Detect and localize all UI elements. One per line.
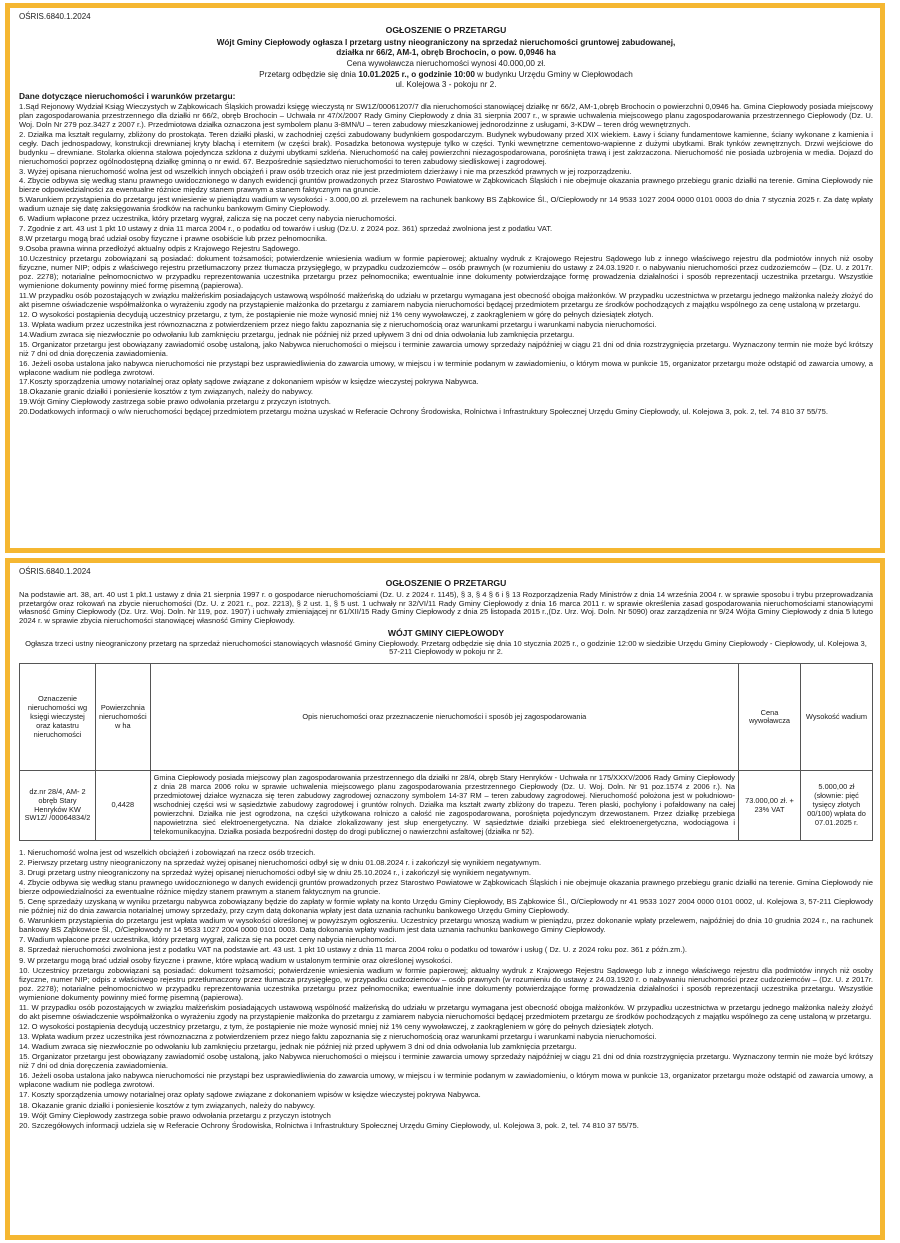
auction-date-prefix: Przetarg odbędzie się dnia [259, 69, 359, 79]
header-area: Powierzchnia nieruchomości w ha [96, 664, 151, 771]
condition-item: 7. Wadium wpłacone przez uczestnika, który przetarg wygrał, zalicza się na poczet ceny nabycia nieruchomości. [19, 935, 397, 945]
condition-item: 16. Jeżeli osoba ustalona jako nabywca nieruchomości nie przystąpi bez usprawiedliwienia do zawarcia umowy, w miejscu i w terminie podanym w zawiadomieniu, o którym mowa w punkcie 15, organizator przetargu może odstąpić od zawarcia umowy, a wpłacone wadium nie podlega zwrotowi. [19, 358, 873, 377]
condition-item: 7. Zgodnie z art. 43 ust 1 pkt 10 ustawy z dnia 11 marca 2004 r., o podatku od towarów i usług (Dz.U. z 2024 poz. 361) sprzedaż zwolniona jest z podatku VAT. [19, 224, 553, 234]
cell-description: Gmina Ciepłowody posiada miejscowy plan zagospodarowania przestrzennego dla działki nr 28/4, obręb Stary Henryków - Uchwała nr 175/XXXV/2006 Rady Gminy Ciepłowody z dnia 28 marca 2006 roku w sprawie uchwalenia miejscowego planu zagospodarowania przestrzennego Ciepłowody (Dz. U. Woj. Doln. Nr 91 poz.1574 z 2006 r.). Na przedmiotowej działce wyznacza się teren zabudowy zagrodowej oznaczony symbolem 14-37 RM – teren zabudowy zagrodowej. Nieruchomość położona jest w południowo-wschodniej części wsi w sąsiedztwie zabudowy zagrodowej i gruntów rolnych. Działka ma kształt zwarty zbliżony do trapezu. Teren płaski, pochyłony i pofałdowany na całej powierzchni. Działka nie jest ogrodzona, na części użytkowana rolniczo a całość nie zagospodarowana, porośnięta pojedynczym drzewostanem. Przez działkę przebiega napowietrzna sieć elektroenergetyczna. Na działce zlokalizowany jest słup energetyczny. W sąsiedztwie działki przebiega sieć elektroenergetyczna, wodociągowa i telekomunikacyjna. Działka posiada bezpośredni dostęp do drogi publicznej o nawierzchni asfaltowej (działka nr 52). [150, 771, 738, 840]
header-description: Opis nieruchomości oraz przeznaczenie nieruchomości i sposób jej zagospodarowania [150, 664, 738, 771]
auction-date-line [19, 70, 873, 80]
header-designation: Oznaczenie nieruchomości wg księgi wieczystej oraz katastru nieruchomości [20, 664, 96, 771]
condition-item: 13. Wpłata wadium przez uczestnika jest równoznaczna z potwierdzeniem przez niego faktu zapoznania się z nieruchomością oraz warunkami przetargu i warunkami nabycia nieruchomości. [19, 1031, 657, 1041]
condition-item: 1. Nieruchomość wolna jest od wszelkich obciążeń i zobowiązań na rzecz osób trzecich. [19, 847, 316, 857]
cell-deposit: 5.000,00 zł (słownie: pięć tysięcy złotych 00/100) wpłata do 07.01.2025 r. [801, 771, 873, 840]
condition-item: 17.Koszty sporządzenia umowy notarialnej oraz opłaty sądowe związane z dokonaniem wpisów w księdze wieczystej pokrywa Nabywca. [19, 377, 479, 387]
condition-item: 2. Działka ma kształt regularny, zbliżony do prostokąta. Teren działki płaski, w zachodniej części zabudowany budynkiem gospodarczym. Budynek wybudowany przed XIX wiekiem. Ławy i ściany fundamentowe kamienne, ściany wykonane z kamienia i cegły. Dach jednospadowy, konstrukcji drewnianej kryty blachą i eternitem (w części brak). Posadzka betonowa występuje tylko w części. Tynki wewnętrzne cementowo-wapienne z dużymi ubytkami. Brak tynków zewnętrznych. Drzwi wejściowe do budynku – drewniane. Stolarka okienna stalowa pojedyncza szklona z dużymi ubytkami szkleńa. Nieruchomość na całej powierzchni niezagospodarowana, porośnięta trawą i jest zakrzaczona. Nieruchomość nie posiada uzbrojenia w media. Dojazd do nieruchomości poprzez ogólnodostępną działkę gminną o nr ewid. 67. Bezpośrednie sąsiedztwo nieruchomości to teren zabudowy siedliskowej i zagrodowej. [19, 129, 873, 166]
property-table [19, 663, 873, 840]
cell-price: 73.000,00 zł. + 23% VAT [739, 771, 801, 840]
condition-item: 20.Dodatkowych informacji o w/w nieruchomości będącej przedmiotem przetargu można uzyskać w Referacie Ochrony Środowiska, Rolnictwa i Infrastruktury Społecznej Urzędu Gminy Ciepłowody, ul. Kolejowa 3, pok. 2, tel. 74 810 37 55/75. [19, 407, 828, 417]
condition-item: 16. Jeżeli osoba ustalona jako nabywca nieruchomości nie przystąpi bez usprawiedliwienia do zawarcia umowy, w miejscu i w terminie podanym w zawiadomieniu, o którym mowa w punkcie 13, organizator przetargu może odstąpić od zawarcia umowy, a wpłacone wadium nie podlega zwrotowi. [19, 1071, 873, 1090]
condition-item: 13. Wpłata wadium przez uczestnika jest równoznaczna z potwierdzeniem przez niego faktu zapoznania się z nieruchomością oraz warunkami przetargu i warunkami nabycia nieruchomości. [19, 319, 657, 329]
table-header-row [20, 664, 873, 771]
condition-item: 2. Pierwszy przetarg ustny nieograniczony na sprzedaż wyżej opisanej nieruchomości odbył się w dniu 01.08.2024 r. i zakończył się wynikiem negatywnym. [19, 857, 542, 867]
condition-item: 15. Organizator przetargu jest obowiązany zawiadomić osobę ustaloną, jako Nabywca nieruchomości o miejscu i terminie zawarcia umowy sprzedaży najpóźniej w ciągu 21 dni od dnia rozstrzygnięcia przetargu. Wyznaczony termin nie może być krótszy niż 7 dni od dnia doręczenia zawiadomienia. [19, 1052, 873, 1071]
condition-item: 6. Warunkiem przystąpienia do przetargu jest wpłata wadium w wysokości określonej w powyższym ogłoszeniu. Uczestnicy przetargu wnoszą wadium w pieniądzu, przez dokonanie wpłaty przelewem, najpóźniej do dnia 10 grudnia 2024 r., na rachunek bankowy BS Ząbkowice Śl., O/Ciepłowody nr 14 9533 1027 2004 0000 0101 0003. Datą dokonania wpłaty wadium jest data uznania rachunku bankowego Gminy Ciepłowody. [19, 916, 873, 935]
announcement-lead-plot: działka nr 66/2, AM-1, obręb Brochocin, o pow. 0,0946 ha [336, 48, 556, 58]
header-deposit: Wysokość wadium [801, 664, 873, 771]
section-heading: Dane dotyczące nieruchomości i warunków przetargu: [19, 90, 236, 101]
condition-item: 19.Wójt Gminy Ciepłowody zastrzega sobie prawo odwołania przetargu z przyczyn istotnych. [19, 397, 331, 407]
announcement-title: OGŁOSZENIE O PRZETARGU [385, 578, 507, 589]
condition-item: 8.W przetargu mogą brać udział osoby fizyczne i prawne osobiście lub przez pełnomocnika. [19, 234, 328, 244]
condition-item: 5. Cenę sprzedaży uzyskaną w wyniku przetargu nabywca zobowiązany będzie do zapłaty w formie wpłaty na konto Urzędu Gminy Ciepłowody, BS Ząbkowice Śl., O/Ciepłowody nr 41 9533 1027 2004 0000 0101 0002, ul. Kolejowa 3, 57-211 Ciepłowody nie później niż do dnia zawarcia notarialnej umowy sprzedaży, przy czym datą dokonania wpłaty jest data uznania rachunku bankowego Urzędu Gminy Ciepłowody. [19, 897, 873, 916]
announcement-lead: Wójt Gminy Ciepłowody ogłasza I przetarg ustny nieograniczony na sprzedaż nieruchomości gruntowej zabudowanej, [216, 37, 676, 47]
reference-number: OŚRIS.6840.1.2024 [19, 567, 91, 576]
announcement-1 [5, 3, 885, 553]
auction-date-suffix: w budynku Urzędu Gminy w Ciepłowodach [474, 69, 633, 79]
announcement-2 [5, 558, 885, 1240]
condition-item: 18.Okazanie granic działki i poniesienie kosztów z tym związanych, należy do nabywcy. [19, 387, 314, 397]
condition-item: 10.Uczestnicy przetargu zobowiązani są posiadać: dokument tożsamości; potwierdzenie wniesienia wadium w formie papierowej; aktualny wydruk z Krajowego Rejestru Sądowego lub z innego właściwego rejestru dla podmiotów innych niż osoby fizyczne, numer NIP; odpis z właściwego rejestru przetłumaczony przez tłumacza przysięgłego, w przypadku cudzoziemców – osób prawnych (w rozumieniu do ustawy z 24.03.1920 r. o nabywaniu nieruchomości przez cudzoziemców – (Dz. U. z 2017r. poz. 2278); notarialne pełnomocnictwo w przypadku reprezentowania uczestnika przetargu przez pełnomocnika; ewentualnie inne dokumenty potwierdzające formę prowadzenia działalności i sposób reprezentacji uczestnika przetargu. Wszystkie wymienione dokumenty powinny mieć formę pisemną (papierowa). [19, 254, 873, 290]
condition-item: 15. Organizator przetargu jest obowiązany zawiadomić osobę ustaloną, jako Nabywca nieruchomości o miejscu i terminie zawarcia umowy sprzedaży najpóźniej w ciągu 21 dni od dnia rozstrzygnięcia przetargu. Wyznaczony termin nie może być krótszy niż 7 dni od dnia doręczenia zawiadomienia. [19, 339, 873, 358]
condition-item: 14.Wadium zwraca się niezwłocznie po odwołaniu lub zamknięciu przetargu, jednak nie później niż przed upływem 3 dni od dnia odwołania lub zamknięcia przetargu. [19, 329, 575, 339]
condition-item: 3. Wyżej opisana nieruchomość wolna jest od wszelkich innych obciążeń i praw osób trzecich oraz nie jest przedmiotem dzierżawy i nie ma przeszkód prawnych w jej rozporządzeniu. [19, 166, 632, 176]
conditions-list [19, 849, 873, 1131]
cell-designation: dz.nr 28/4, AM- 2 obręb Stary Henryków KW SW1Z/ /00064834/2 [20, 771, 96, 840]
starting-price: Cena wywoławcza nieruchomości wynosi 40.000,00 zł. [346, 58, 546, 68]
condition-item: 6. Wadium wpłacone przez uczestnika, który przetarg wygrał, zalicza się na poczet ceny nabycia nieruchomości. [19, 214, 397, 224]
condition-item: 1.Sąd Rejonowy Wydział Ksiąg Wieczystych w Ząbkowicach Śląskich prowadzi księgę wieczystą nr SW1Z/00061207/7 dla nieruchomości stanowiącej działkę nr 66/2, AM-1,obręb Brochocin o powierzchni 0,0946 ha. Gmina Ciepłowody posiada miejscowy plan zagospodarowania przestrzennego dla działki nr 66/2, obręb Brochocin – Uchwała nr 47/X/2007 Rady Gminy Ciepłowody z dnia 31 sierpnia 2007 r., w sprawie uchwalenia miejscowego planu zagospodarowania przestrzennego Ciepłowody (Dz. U. Woj. Doln Nr 279 poz.3427 z 2007 r.). Przedmiotowa działka oznaczona jest symbolem planu 3-8MN/U – teren zabudowy mieszkaniowej jednorodzinne z usługami, 3-KDW – teren dróg wewnętrznych. [19, 101, 873, 129]
header-price: Cena wywoławcza [739, 664, 801, 771]
reference-number: OŚRIS.6840.1.2024 [19, 12, 91, 21]
condition-item: 4. Zbycie odbywa się według stanu prawnego uwidocznionego w danych ewidencji gruntów prowadzonych przez Starostwo Powiatowe w Ząbkowicach Śląskich i nie obejmuje okazania prawnego przebiegu granic działki na terenie. Gmina Ciepłowody nie bierze odpowiedzialności za ewentualne różnice między stanem prawnym a stanem faktycznym na gruncie. [19, 176, 873, 195]
legal-preamble: Na podstawie art. 38, art. 40 ust 1 pkt.1 ustawy z dnia 21 sierpnia 1997 r. o gospodarce nieruchomościami (Dz. U. z 2024 r. 1145), § 3, § 4 § 6 i § 13 Rozporządzenia Rady Ministrów z dnia 14 września 2004 r. w sprawie sposobu i trybu przeprowadzania przetargów oraz rokowań na zbycie nieruchomości (Dz. U. z 2021 r., poz. 2213), § 2 ust. 1, § 5 ust. 1 uchwały nr 32/VI/11 Rady Gminy Ciepłowody z dnia 16 marca 2011 r. w sprawie określenia zasad gospodarowania nieruchomościami stanowiącymi własność Gminy Ciepłowody (Dz. Urz. Woj. Doln. Nr 119, poz. 1907) i uchwały zmieniającej nr 61/XII/15 Rady Gminy Ciepłowody z dnia 25 listopada 2015 r.,(Dz. Urz. Woj. Doln. Nr 5090) oraz zarządzenia nr 9/24 Wójta Gminy Ciepłowody z dnia 5 lutego 2024 r. w sprawie zbycia nieruchomości stanowiącej własność Gminy Ciepłowody. [19, 589, 873, 626]
announcement-title: OGŁOSZENIE O PRZETARGU [385, 25, 507, 36]
condition-item: 9.Osoba prawna winna przedłożyć aktualny odpis z Krajowego Rejestru Sądowego. [19, 244, 301, 254]
condition-item: 4. Zbycie odbywa się według stanu prawnego uwidocznionego w danych ewidencji gruntów prowadzonych przez Starostwo Powiatowe w Ząbkowicach Śląskich i nie obejmuje okazania prawnego przebiegu granic działki na terenie. Gmina Ciepłowody nie bierze odpowiedzialności za ewentualne różnice między stanem prawnym a stanem faktycznym na gruncie. [19, 877, 873, 896]
condition-item: 11. W przypadku osób pozostających w związku małżeńskim posiadających ustawową wspólność małżeńską do udziału w przetargu wymagana jest obecność obojga małżonków. W przypadku uczestnictwa w przetargu jednego małżonka należy złożyć do akt pisemne oświadczenie współmałżonka o wyrażeniu zgody na przystąpienie małżonka do przetargu z zamiarem nabycia nieruchomości będącej przedmiotem przetargu ze środków pochodzących z majątku wspólnego za cenę ustaloną w przetargu. [19, 1002, 873, 1021]
condition-item: 11.W przypadku osób pozostających w związku małżeńskim posiadających ustawową wspólność małżeńską do udziału w przetargu wymagana jest obecność obojga małżonków. W przypadku uczestnictwa w przetargu jednego małżonka należy złożyć do akt pisemne oświadczenie współmałżonka o wyrażeniu zgody na przystąpienie małżonka do przetargu z zamiarem nabycia nieruchomości będącej przedmiotem przetargu ze środków pochodzących z majątku wspólnego za cenę ustaloną w przetargu. [19, 290, 873, 309]
condition-item: 20. Szczegółowych informacji udziela się w Referacie Ochrony Środowiska, Rolnictwa i Infrastruktury Społecznej Urzędu Gminy Ciepłowody, ul. Kolejowa 3, pok. 2, tel. 74 810 37 55/75. [19, 1120, 639, 1130]
condition-item: 3. Drugi przetarg ustny nieograniczony na sprzedaż wyżej opisanej nieruchomości odbył się w dniu 25.10.2024 r., i zakończył się wynikiem negatywnym. [19, 867, 531, 877]
condition-item: 10. Uczestnicy przetargu zobowiązani są posiadać: dokument tożsamości; potwierdzenie wniesienia wadium w formie papierowej; aktualny wydruk z Krajowego Rejestru Sądowego lub z innego właściwego rejestru dla podmiotów innych niż osoby fizyczne, numer NIP; odpis z właściwego rejestru przetłumaczony przez tłumacza przysięgłego, w przypadku cudzoziemców – osób prawnych (w rozumieniu do ustawy z 24.03.1920 r. o nabywaniu nieruchomości przez cudzoziemców – (Dz. U. z 2017r. poz. 2278); notarialne pełnomocnictwo w przypadku reprezentowania uczestnika przetargu przez pełnomocnika; ewentualnie inne dokumenty potwierdzające formę prowadzenia działalności i sposób reprezentacji uczestnika przetargu. Wszystkie wymienione dokumenty powinny mieć formę pisemną (papierowa). [19, 965, 873, 1002]
auction-intro: Ogłasza trzeci ustny nieograniczony przetarg na sprzedaż nieruchomości stanowiących własność Gminy Ciepłowody. Przetarg odbędzie się dnia 10 stycznia 2025 r., o godzinie 12:00 w siedzibie Urzędu Gminy Ciepłowody - Ciepłowody, ul. Kolejowa 3, 57-211 Ciepłowody w pokoju nr 2. [25, 638, 867, 657]
condition-item: 8. Sprzedaż nieruchomości zwolniona jest z podatku VAT na podstawie art. 43 ust. 1 pkt 10 ustawy z dnia 11 marca 2004 roku o podatku od towarów i usług ( Dz. U. z 2024 roku poz. 361 z późn.zm.). [19, 945, 688, 955]
condition-item: 12. O wysokości postąpienia decydują uczestnicy przetargu, z tym, że postąpienie nie może wynosić mniej niż 1% ceny wywoławczej, z zaokrągleniem w górę do pełnych dziesiątek złotych. [19, 1021, 654, 1031]
condition-item: 19. Wójt Gminy Ciepłowody zastrzega sobie prawo odwołania przetargu z przyczyn istotnych [19, 1110, 331, 1120]
condition-item: 17. Koszty sporządzenia umowy notarialnej oraz opłaty sądowe związane z dokonaniem wpisów w księdze wieczystej pokrywa Nabywca. [19, 1090, 481, 1100]
conditions-list [19, 103, 873, 417]
organizer-heading: WÓJT GMINY CIEPŁOWODY [387, 628, 505, 639]
auction-address: ul. Kolejowa 3 - pokoju nr 2. [395, 80, 497, 90]
condition-item: 12. O wysokości postąpienia decydują uczestnicy przetargu, z tym, że postąpienie nie może wynosić mniej niż 1% ceny wywoławczej, z zaokrągleniem w górę do pełnych dziesiątek złotych. [19, 309, 654, 319]
cell-area: 0,4428 [96, 771, 151, 840]
condition-item: 5.Warunkiem przystąpienia do przetargu jest wniesienie w pieniądzu wadium w wysokości - 3.000,00 zł. przelewem na rachunek bankowy BS Ząbkowice Śl., O/Ciepłowody nr 14 9533 1027 2004 0000 0101 0003 do dnia 7 stycznia 2025 r. Za datę wpłaty wadium uznaje się datę zaksięgowania środków na rachunku bankowym Gminy Ciepłowody. [19, 195, 873, 214]
condition-item: 9. W przetargu mogą brać udział osoby fizyczne i prawne, które wpłacą wadium w ustalonym terminie oraz określonej wysokości. [19, 955, 453, 965]
condition-item: 14. Wadium zwraca się niezwłocznie po odwołaniu lub zamknięciu przetargu, jednak nie później niż przed upływem 3 dni od dnia odwołania lub zamknięcia przetargu. [19, 1042, 577, 1052]
condition-item: 18. Okazanie granic działki i poniesienie kosztów z tym związanych, należy do nabywcy. [19, 1100, 316, 1110]
auction-date: 10.01.2025 r., o godzinie 10:00 [358, 69, 475, 79]
table-row [20, 771, 873, 840]
